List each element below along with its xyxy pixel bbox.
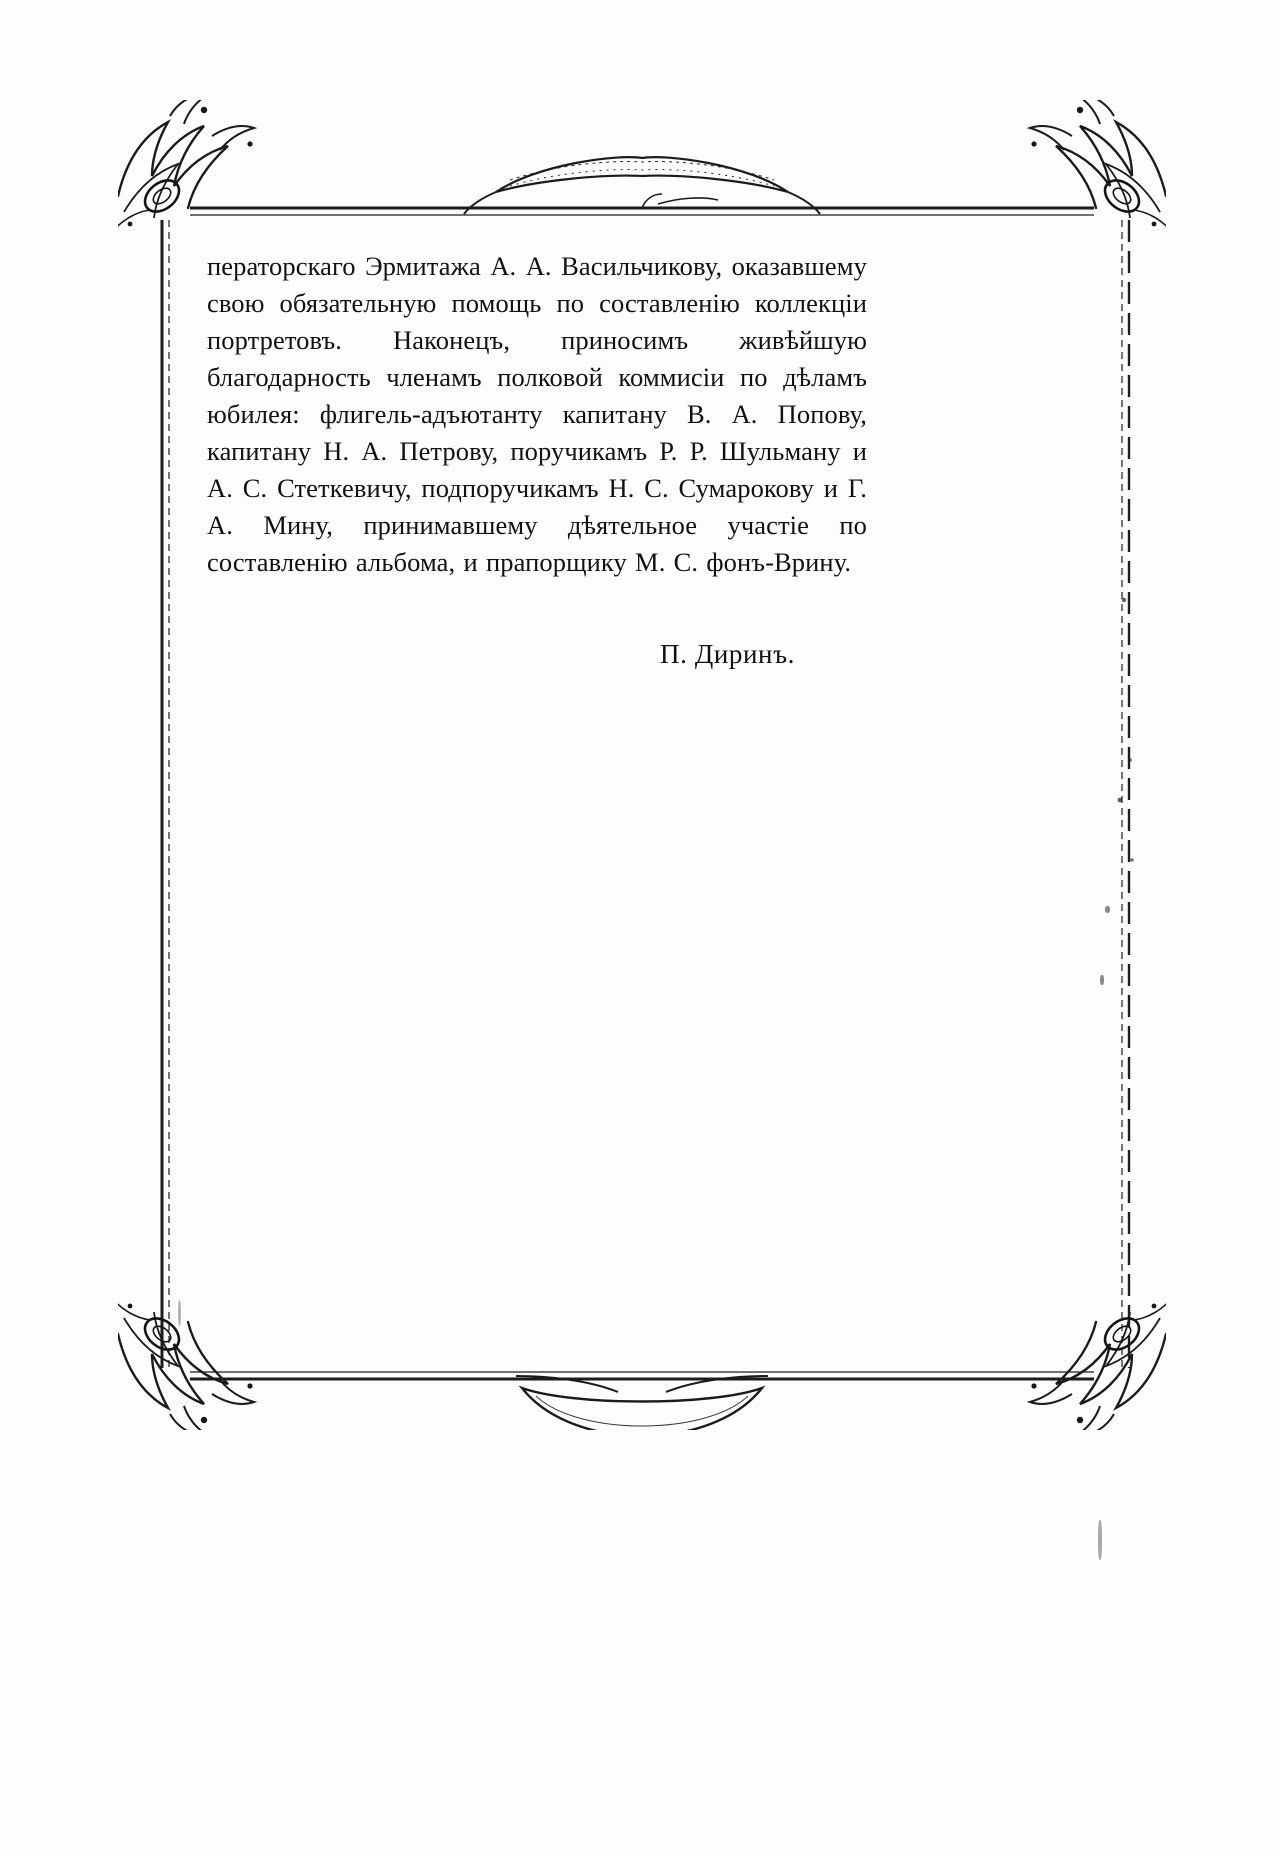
- scan-speck: [1100, 975, 1104, 985]
- scan-speck: [178, 1300, 181, 1326]
- author-signature: П. Диринъ.: [660, 639, 795, 669]
- scan-speck: [1098, 1520, 1102, 1560]
- scan-speck: [1105, 906, 1110, 913]
- body-paragraph: ператорскаго Эрмитажа А. А. Васильчикову, оказавшему свою обязательную помощь по составленію коллекціи портретовъ. Наконецъ, приносимъ живѣйшую благодарность членамъ полковой коммисіи по дѣламъ юбилея: флигель-адъютанту капитану В. А. Попову, капитану Н. А. Петрову, поручикамъ Р. Р. Шульману и А. С. Стеткевичу, подпоручикамъ Н. С. Сумарокову и Г. А. Мину, принимавшему дѣятельное участіе по составленію альбома, и прапорщику М. С. фонъ-Врину.: [207, 251, 867, 577]
- page-text: [207, 248, 867, 671]
